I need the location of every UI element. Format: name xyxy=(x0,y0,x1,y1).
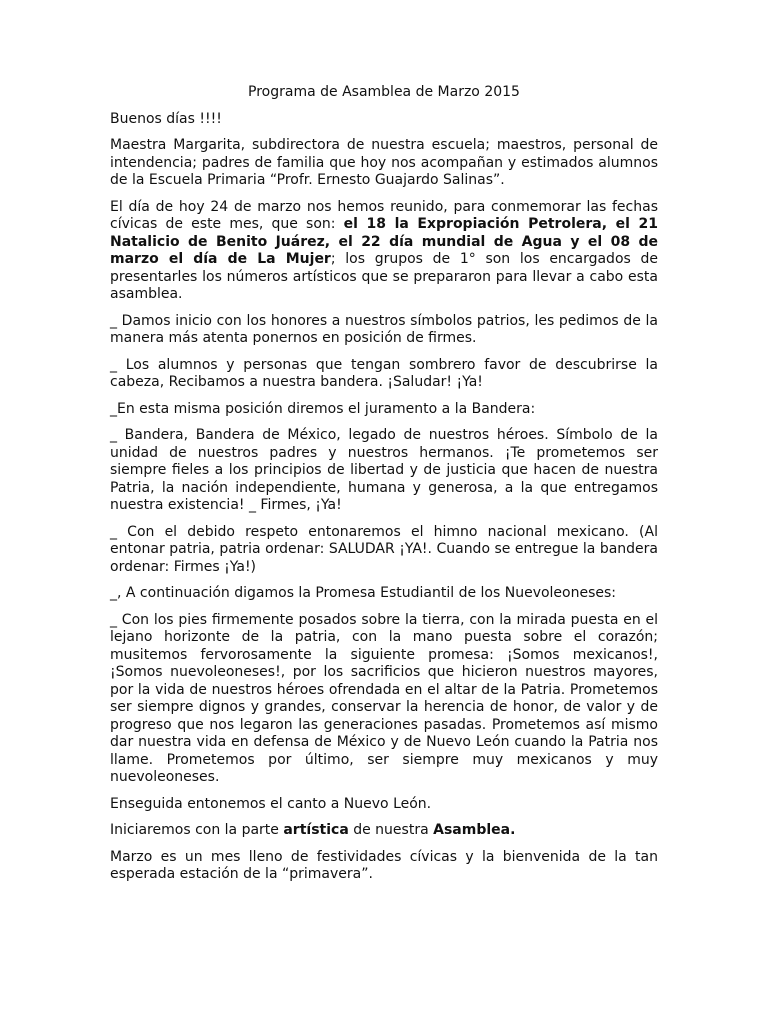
paragraph-student-promise: _ Con los pies firmemente posados sobre la tierra, con la mirada puesta en el lejano horizonte de la patria, con la mano puesta sobre el corazón; musitemos fervorosamente la siguiente promesa: ¡Somos mexicanos!, ¡Somos nuevoleoneses!, por los sacrificios que hicieron nuestros mayores, por la vida de nuestros héroes ofrendada en el altar de la Patria. Prometemos ser siempre dignos y grandes, conservar la herencia de honor, de valor y de progreso que nos legaron las generaciones pasadas. Prometemos así mismo dar nuestra vida en defensa de México y de Nuevo León cuando la Patria nos llame. Prometemos por último, ser siempre muy mexicanos y muy nuevoleoneses. xyxy=(110,611,658,785)
paragraph-promise-intro: _, A continuación digamos la Promesa Estudiantil de los Nuevoleoneses: xyxy=(110,585,617,601)
document-title: Programa de Asamblea de Marzo 2015 xyxy=(248,84,520,100)
commemoration-dates: el 18 la Expropiación Petrolera, el 21 Natalicio de Benito Juárez, el 22 día mundial de Agua y el 08 de marzo el día de La Mujer xyxy=(110,216,658,267)
greeting: Buenos días !!!! xyxy=(110,110,222,127)
artistic-bold: artística xyxy=(283,822,349,838)
paragraph-anthem: _ Con el debido respeto entonaremos el himno nacional mexicano. (Al entonar patria, patria ordenar: SALUDAR ¡YA!. Cuando se entregue la bandera ordenar: Firmes ¡Ya!) xyxy=(110,523,658,575)
paragraph-flag-oath: _ Bandera, Bandera de México, legado de nuestros héroes. Símbolo de la unidad de nuestros padres y nuestros hermanos. ¡Te prometemos ser siempre fieles a los principios de libertad y de justicia que hacen de nuestra Patria, la nación independiente, humana y generosa, a la que entregamos nuestra existencia! _ Firmes, ¡Ya! xyxy=(110,427,658,513)
document-page xyxy=(110,84,658,893)
paragraph-song: Enseguida entonemos el canto a Nuevo León. xyxy=(110,795,432,812)
paragraph-flag-salute: _ Los alumnos y personas que tengan sombrero favor de descubrirse la cabeza, Recibamos a nuestra bandera. ¡Saludar! ¡Ya! xyxy=(110,356,658,390)
commemoration-rest: ; los grupos de 1° son los encargados de presentarles los números artísticos que se prepararon para llevar a cabo esta asamblea. xyxy=(110,251,658,302)
artistic-text-a: Iniciaremos con la parte xyxy=(110,822,284,838)
artistic-text-b: de nuestra xyxy=(348,822,434,838)
paragraph-march: Marzo es un mes lleno de festividades cívicas y la bienvenida de la tan esperada estación de la “primavera”. xyxy=(110,848,658,882)
assembly-bold: Asamblea. xyxy=(433,822,516,838)
paragraph-artistic xyxy=(110,822,658,840)
paragraph-honors: _ Damos inicio con los honores a nuestros símbolos patrios, les pedimos de la manera más atenta ponernos en posición de firmes. xyxy=(110,312,658,346)
commemoration-intro: El día de hoy 24 de marzo nos hemos reunido, para conmemorar las fechas cívicas de este mes, que son: xyxy=(110,198,658,232)
paragraph-commemoration xyxy=(110,199,658,304)
paragraph-salutation: Maestra Margarita, subdirectora de nuestra escuela; maestros, personal de intendencia; padres de familia que hoy nos acompañan y estimados alumnos de la Escuela Primaria “Profr. Ernesto Guajardo Salinas”. xyxy=(110,137,658,188)
paragraph-oath-intro: _En esta misma posición diremos el juramento a la Bandera: xyxy=(110,400,536,417)
